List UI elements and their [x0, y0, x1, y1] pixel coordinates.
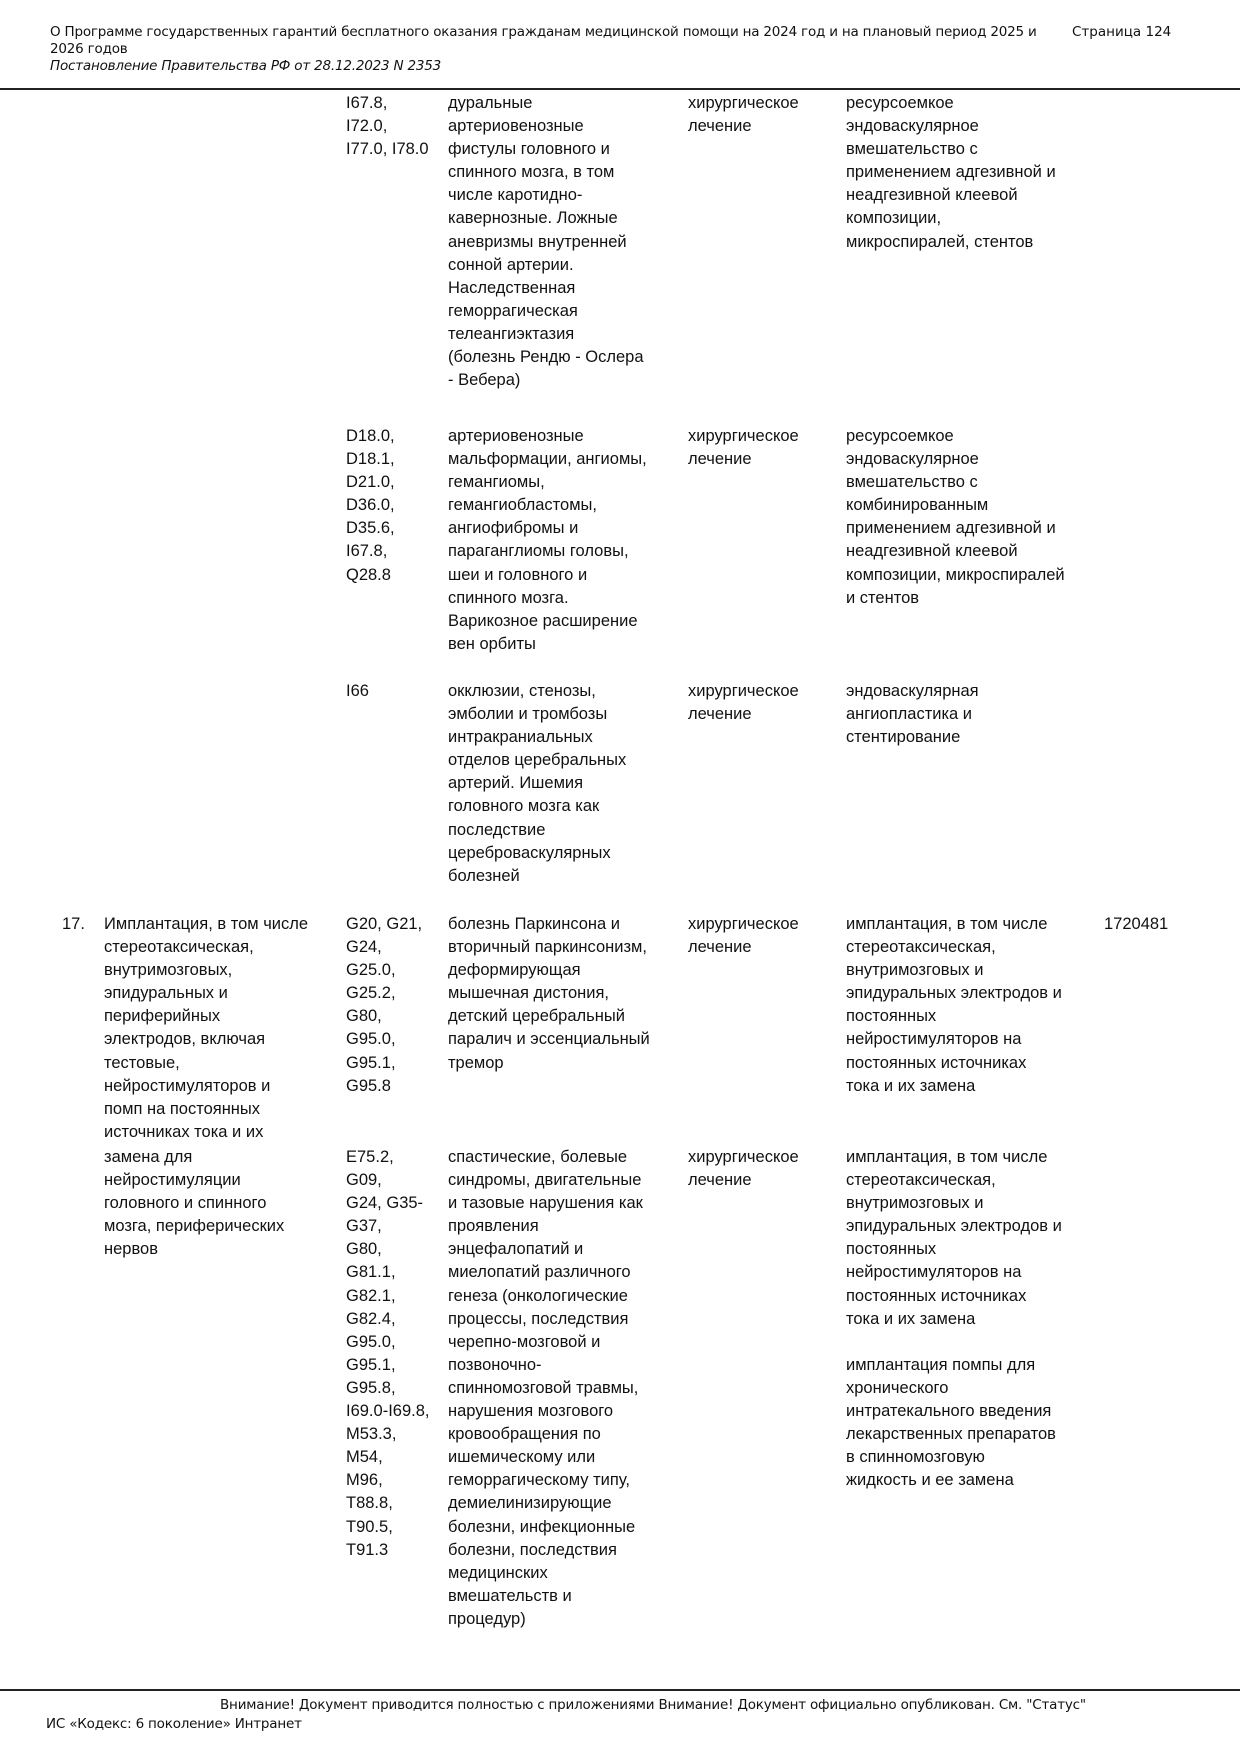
treatment-method: ресурсоемкое эндоваскулярное вмешательство с применением адгезивной и неадгезивной клеевой композиции, микроспиралей, стентов	[846, 94, 1056, 251]
icd-codes: G20, G21, G24, G25.0, G25.2, G80, G95.0, G95.1, G95.8	[346, 915, 423, 1095]
footer-divider	[0, 1689, 1240, 1691]
treatment-method: эндоваскулярная ангиопластика и стентирование	[846, 682, 979, 747]
care-type-name: Имплантация, в том числе стереотаксическая, внутримозговых, эпидуральных и периферийных электродов, включая тестовые, нейростимуляторов и помп на постоянных источниках тока и их	[104, 915, 309, 1141]
page-number: Страница 124	[1072, 24, 1172, 40]
treatment-method: имплантация, в том числе стереотаксическая, внутримозговых и эпидуральных электродов и постоянных нейростимуляторов на постоянных источниках тока и их замена	[846, 1148, 1062, 1328]
icd-codes: I66	[346, 682, 369, 700]
treatment-method: имплантация, в том числе стереотаксическая, внутримозговых и эпидуральных электродов и постоянных нейростимуляторов на постоянных источниках тока и их замена	[846, 915, 1062, 1095]
treatment-type: хирургическое лечение	[688, 94, 799, 136]
cost-value: 1720481	[1104, 915, 1169, 933]
disease-description: окклюзии, стенозы, эмболии и тромбозы интракраниальных отделов церебральных артерий. Ишемия головного мозга как последствие цереброваскулярных болезней	[448, 682, 627, 885]
header-divider	[0, 88, 1240, 90]
icd-codes: D18.0, D18.1, D21.0, D36.0, D35.6, I67.8, Q28.8	[346, 427, 395, 584]
footer-notice: Внимание! Документ приводится полностью с приложениями Внимание! Документ официально опубликован. См. "Статус"	[220, 1697, 1086, 1713]
treatment-type: хирургическое лечение	[688, 915, 799, 957]
disease-description: спастические, болевые синдромы, двигательные и тазовые нарушения как проявления энцефалопатий и миелопатий различного генеза (онкологические процессы, последствия черепно-мозговой и позвоночно- спинномозговой травмы, нарушения мозгового кровообращения по ишемическому или геморрагическому типу, демиелинизирующие болезни, инфекционные болезни, последствия медицинских вмешательств и процедур)	[448, 1148, 643, 1628]
disease-description: болезнь Паркинсона и вторичный паркинсонизм, деформирующая мышечная дистония, детский церебральный паралич и эссенциальный тремор	[448, 915, 650, 1072]
disease-description: дуральные артериовенозные фистулы головного и спинного мозга, в том числе каротидно- кавернозные. Ложные аневризмы внутренней сонной артерии. Наследственная геморрагическая телеангиэктазия (болезнь Рендю - Ослера - Вебера)	[448, 94, 644, 390]
row-number: 17.	[62, 915, 85, 933]
treatment-type: хирургическое лечение	[688, 682, 799, 724]
treatment-method: ресурсоемкое эндоваскулярное вмешательство с комбинированным применением адгезивной и неадгезивной клеевой композиции, микроспиралей и стентов	[846, 427, 1065, 607]
footer-system: ИС «Кодекс: 6 поколение» Интранет	[46, 1716, 302, 1732]
treatment-method-2: имплантация помпы для хронического интратекального введения лекарственных препаратов в спинномозговую жидкость и ее замена	[846, 1356, 1056, 1490]
document-subtitle: Постановление Правительства РФ от 28.12.2023 N 2353	[50, 58, 442, 74]
treatment-type: хирургическое лечение	[688, 1148, 799, 1190]
disease-description: артериовенозные мальформации, ангиомы, гемангиомы, гемангиобластомы, ангиофибромы и параганглиомы головы, шеи и головного и спинного мозга. Варикозное расширение вен орбиты	[448, 427, 647, 653]
care-type-name-continued: замена для нейростимуляции головного и спинного мозга, периферических нервов	[104, 1148, 285, 1259]
icd-codes: E75.2, G09, G24, G35- G37, G80, G81.1, G82.1, G82.4, G95.0, G95.1, G95.8, I69.0-I69.8, M53.3, M54, M96, T88.8, T90.5, T91.3	[346, 1148, 430, 1559]
icd-codes: I67.8, I72.0, I77.0, I78.0	[346, 94, 429, 159]
document-title: О Программе государственных гарантий бесплатного оказания гражданам медицинской помощи на 2024 год и на плановый период 2025 и 2026 годов	[50, 24, 1037, 57]
document-header	[50, 24, 1050, 75]
treatment-type: хирургическое лечение	[688, 427, 799, 469]
